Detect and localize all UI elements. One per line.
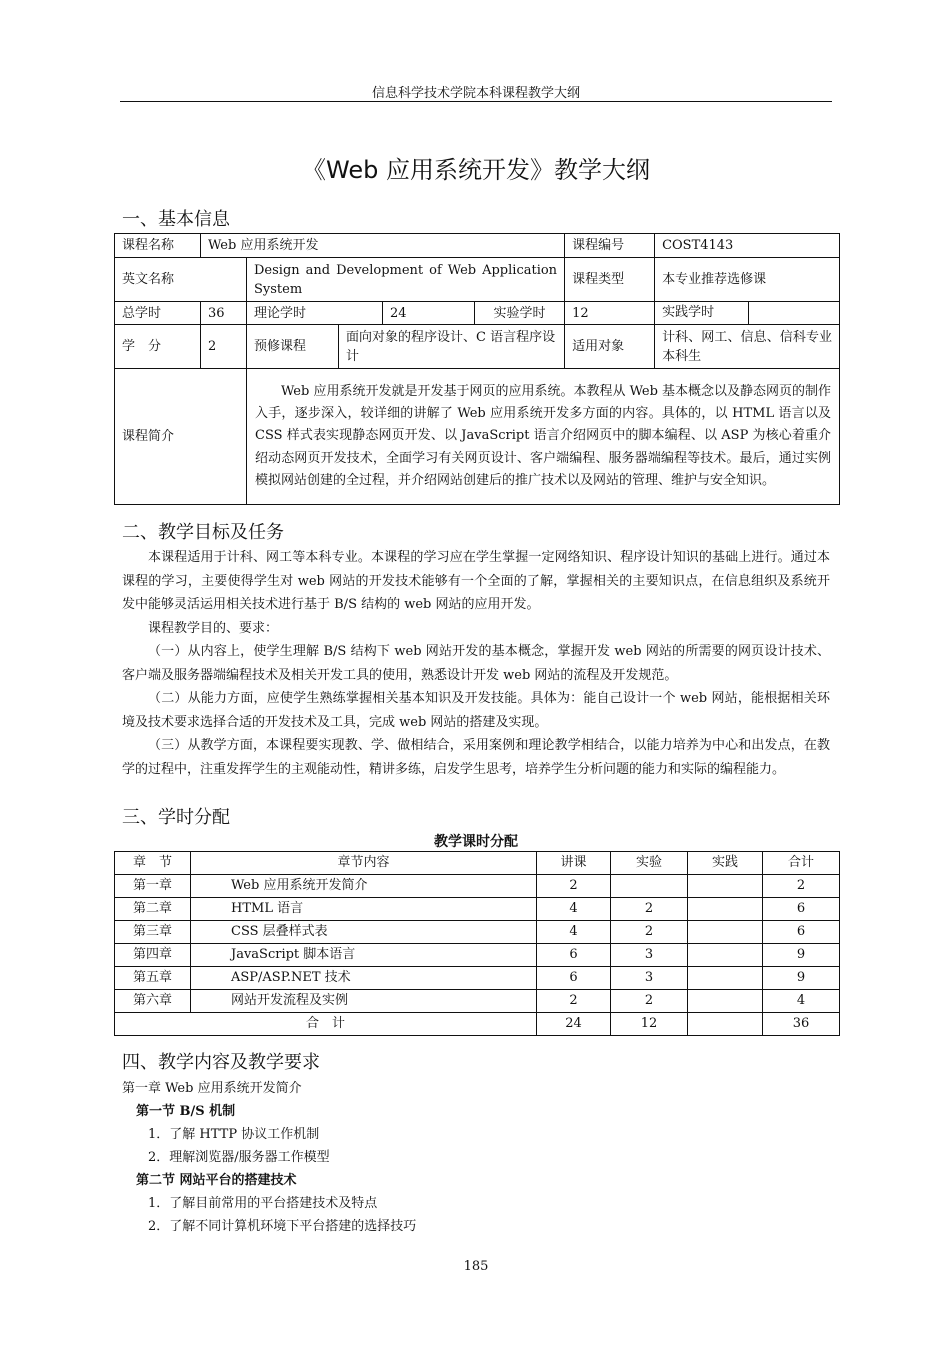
row-practice (688, 967, 763, 990)
intro-label: 课程简介 (115, 369, 247, 505)
row-lecture: 4 (537, 898, 611, 921)
row-lab: 2 (611, 898, 688, 921)
course-type-value: 本专业推荐选修课 (655, 258, 840, 302)
theory-hours-value: 24 (383, 302, 475, 325)
document-title: 《Web 应用系统开发》教学大纲 (302, 156, 650, 184)
row-practice (688, 944, 763, 967)
row-total: 9 (763, 944, 840, 967)
row-practice (688, 898, 763, 921)
list-item: 2．理解浏览器/服务器工作模型 (148, 1150, 330, 1165)
theory-hours-label: 理论学时 (247, 302, 383, 325)
hours-header-lab: 实验 (611, 852, 688, 875)
objectives-text (122, 546, 830, 781)
total-practice (688, 1013, 763, 1036)
total-hours-value: 36 (201, 302, 247, 325)
objectives-paragraph-1: 本课程适用于计科、网工等本科专业。本课程的学习应在学生掌握一定网络知识、程序设计知识的基础上进行。通过本课程的学习，主要使得学生对 web 网站的开发技术能够有一个全面的了解，掌握相关的主要知识点，在信息组织及系统开发中能够灵活运用相关技术进行基于 B/S 结构的 web 网站的应用开发。 (122, 550, 830, 612)
row-chapter: 第二章 (115, 898, 191, 921)
row-lab: 2 (611, 921, 688, 944)
lab-hours-value: 12 (565, 302, 655, 325)
english-name-label: 英文名称 (115, 258, 247, 302)
english-name-value: Design and Development of Web Application System (247, 258, 565, 302)
objectives-paragraph-3: （一）从内容上，使学生理解 B/S 结构下 web 网站开发的基本概念，掌握开发 web 网站的所需要的网页设计技术、客户端及服务器端编程技术及相关开发工具的使用，熟悉设计开发 web 网站的流程及开发规范。 (122, 644, 830, 683)
table-row (115, 875, 840, 898)
row-practice (688, 875, 763, 898)
prereq-label: 预修课程 (247, 325, 339, 369)
section-heading-hours: 三、学时分配 (122, 807, 230, 828)
total-lab: 12 (611, 1013, 688, 1036)
row-content: Web 应用系统开发简介 (191, 875, 537, 898)
audience-value: 计科、网工、信息、信科专业本科生 (655, 325, 840, 369)
row-content: ASP/ASP.NET 技术 (191, 967, 537, 990)
row-chapter: 第三章 (115, 921, 191, 944)
row-lab (611, 875, 688, 898)
hours-header-practice: 实践 (688, 852, 763, 875)
course-name-label: 课程名称 (115, 234, 201, 258)
list-item: 1．了解目前常用的平台搭建技术及特点 (148, 1196, 378, 1211)
lab-hours-label: 实验学时 (475, 302, 565, 325)
course-name-value: Web 应用系统开发 (201, 234, 565, 258)
hours-header-lecture: 讲课 (537, 852, 611, 875)
teaching-content (122, 1077, 830, 1238)
total-total: 36 (763, 1013, 840, 1036)
header-rule (120, 101, 832, 102)
table-row (115, 944, 840, 967)
objectives-paragraph-4: （二）从能力方面，应使学生熟练掌握相关基本知识及开发技能。具体为：能自己设计一个 web 网站，能根据相关环境及技术要求选择合适的开发技术及工具，完成 web 网站的搭建及实现。 (122, 691, 830, 730)
row-lecture: 6 (537, 944, 611, 967)
table-row (115, 921, 840, 944)
row-total: 6 (763, 898, 840, 921)
row-total: 6 (763, 921, 840, 944)
section-title: 第一节 B/S 机制 (136, 1104, 236, 1119)
audience-label: 适用对象 (565, 325, 655, 369)
total-label: 合 计 (115, 1013, 537, 1036)
hours-header-total: 合计 (763, 852, 840, 875)
objectives-paragraph-2: 课程教学目的、要求： (148, 620, 279, 636)
prereq-value: 面向对象的程序设计、C 语言程序设计 (339, 325, 565, 369)
row-chapter: 第六章 (115, 990, 191, 1013)
course-type-label: 课程类型 (565, 258, 655, 302)
row-chapter: 第四章 (115, 944, 191, 967)
table-row (115, 990, 840, 1013)
row-chapter: 第一章 (115, 875, 191, 898)
course-code-value: COST4143 (655, 234, 840, 258)
row-content: JavaScript 脚本语言 (191, 944, 537, 967)
row-total: 2 (763, 875, 840, 898)
row-content: 网站开发流程及实例 (191, 990, 537, 1013)
section-heading-basic-info: 一、基本信息 (122, 209, 230, 230)
chapter-heading: 第一章 Web 应用系统开发简介 (122, 1081, 302, 1096)
row-lab: 3 (611, 967, 688, 990)
total-hours-label: 总学时 (115, 302, 201, 325)
credits-value: 2 (201, 325, 247, 369)
table-row (115, 898, 840, 921)
list-item: 1．了解 HTTP 协议工作机制 (148, 1127, 320, 1142)
section-title: 第二节 网站平台的搭建技术 (136, 1173, 297, 1188)
table-row (115, 967, 840, 990)
hours-header-chapter: 章 节 (115, 852, 191, 875)
row-lab: 2 (611, 990, 688, 1013)
row-lecture: 2 (537, 990, 611, 1013)
row-chapter: 第五章 (115, 967, 191, 990)
page-number: 185 (463, 1259, 489, 1274)
intro-value (247, 369, 840, 505)
table-total-row (115, 1013, 840, 1036)
row-lecture: 2 (537, 875, 611, 898)
practice-hours-label: 实践学时 (655, 302, 749, 324)
section-heading-content: 四、教学内容及教学要求 (122, 1052, 320, 1073)
row-lab: 3 (611, 944, 688, 967)
list-item: 2．了解不同计算机环境下平台搭建的选择技巧 (148, 1219, 417, 1234)
hours-table-caption: 教学课时分配 (434, 834, 518, 850)
row-content: HTML 语言 (191, 898, 537, 921)
row-practice (688, 921, 763, 944)
row-total: 4 (763, 990, 840, 1013)
basic-info-table (114, 233, 840, 505)
credits-label: 学 分 (115, 325, 201, 369)
section-heading-objectives: 二、教学目标及任务 (122, 522, 284, 543)
running-header: 信息科学技术学院本科课程教学大纲 (371, 86, 580, 101)
row-lecture: 4 (537, 921, 611, 944)
row-content: CSS 层叠样式表 (191, 921, 537, 944)
course-code-label: 课程编号 (565, 234, 655, 258)
row-lecture: 6 (537, 967, 611, 990)
hours-table (114, 851, 840, 1036)
hours-header-content: 章节内容 (191, 852, 537, 875)
row-practice (688, 990, 763, 1013)
intro-text: Web 应用系统开发就是开发基于网页的应用系统。本教程从 Web 基本概念以及静态网页的制作入手，逐步深入，较详细的讲解了 Web 应用系统开发多方面的内容。具体的，以 HTML 语言以及 CSS 样式表实现静态网页开发、以 JavaScript 语言介绍网页中的脚本编程、以 ASP 为核心着重介绍动态网页开发技术，全面学习有关网页设计、客户端编程、服务器端编程等技术。最后，通过实例模拟网站创建的全过程，并介绍网站创建后的推广技术以及网站的管理、维护与安全知识。 (255, 383, 832, 488)
objectives-paragraph-5: （三）从教学方面，本课程要实现教、学、做相结合，采用案例和理论教学相结合，以能力培养为中心和出发点，在教学的过程中，注重发挥学生的主观能动性，精讲多练，启发学生思考，培养学生分析问题的能力和实际的编程能力。 (122, 738, 830, 777)
row-total: 9 (763, 967, 840, 990)
total-lecture: 24 (537, 1013, 611, 1036)
practice-hours-value (749, 302, 839, 324)
